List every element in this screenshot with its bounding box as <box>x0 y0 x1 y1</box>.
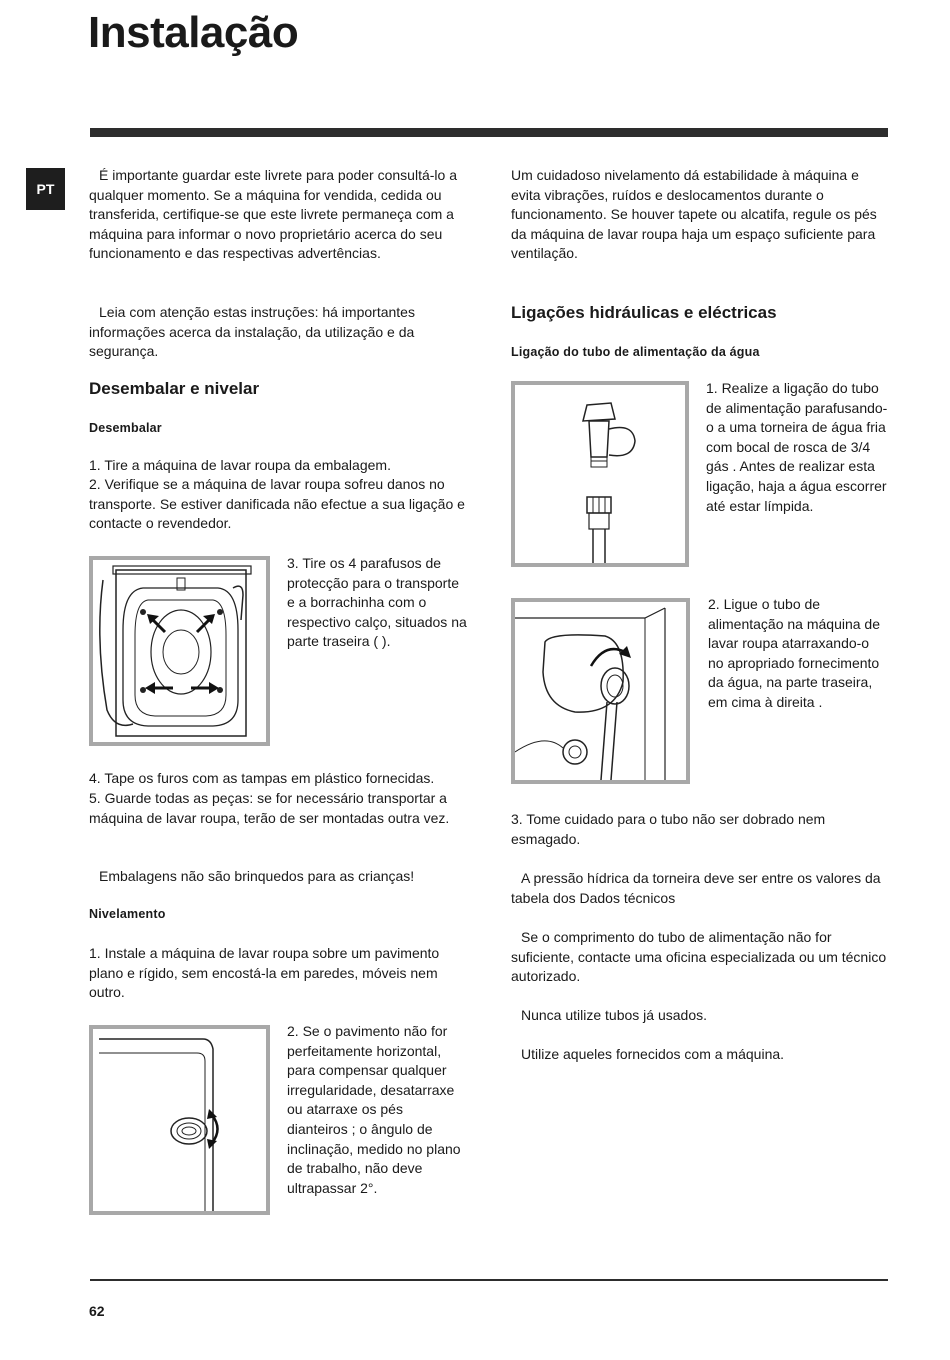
page-number: 62 <box>89 1303 105 1319</box>
level-step-1: 1. Instale a máquina de lavar roupa sobre um pavimento plano e rígido, sem encostá-la em paredes, móveis nem outro. <box>89 945 440 1001</box>
leveling-foot-figure <box>89 1025 270 1215</box>
hose-step-1: 1. Realize a ligação do tubo de alimentação parafusando-o a uma torneira de água fria com bocal de rosca de 3/4 gás . Antes de realizar esta ligação, haja a água escorrer até estar límpida. <box>706 380 888 514</box>
hose-length-note: Se o comprimento do tubo de alimentação não for suficiente, contacte uma oficina especializada ou um técnico autorizado. <box>511 929 887 985</box>
subsection-title-hose: Ligação do tubo de alimentação da água <box>511 345 760 359</box>
level-step-2: 2. Se o pavimento não for perfeitamente horizontal, para compensar qualquer irregularidade, desatarraxe ou atarraxe os pés dianteiros ; o ângulo de inclinação, medido no plano de trabalho, não deve ultrapassar 2°. <box>287 1023 461 1196</box>
pressure-note: A pressão hídrica da torneira deve ser entre os valores da tabela dos Dados técnicos <box>511 870 881 906</box>
leveling-paragraph: Um cuidadoso nivelamento dá estabilidade à máquina e evita vibrações, ruídos e deslocamentos durante o funcionamento. Se houver tapete ou alcatifa, regule os pés da máquina de lavar roupa haja um espaço suficiente para ventilação. <box>511 167 877 262</box>
hose-machine-figure <box>511 598 690 784</box>
page-title: Instalação <box>88 8 299 57</box>
intro-paragraph-2: Leia com atenção estas instruções: há importantes informações acerca da instalação, da utilização e da segurança. <box>89 304 415 360</box>
unpack-step-5: 5. Guarde todas as peças: se for necessário transportar a máquina de lavar roupa, terão de ser montadas outra vez. <box>89 790 450 826</box>
hose-step-2: 2. Ligue o tubo de alimentação na máquina de lavar roupa atarraxando-o no apropriado fornecimento da água, na parte traseira, em cima à direita . <box>708 596 881 710</box>
machine-back-figure <box>89 556 270 746</box>
unpack-step-3: 3. Tire os 4 parafusos de protecção para o transporte e a borrachinha com o respectivo calço, situados na parte traseira ( ). <box>287 555 467 650</box>
unpack-step-1: 1. Tire a máquina de lavar roupa da embalagem. <box>89 457 391 473</box>
leveling-foot-illustration <box>93 1029 266 1211</box>
intro-paragraph: É importante guardar este livrete para poder consultá-lo a qualquer momento. Se a máquina for vendida, cedida ou transferida, certifique-se que este livrete permaneça com a máquina para informar o novo proprietário acerca do seu funcionamento e das respectivas advertências. <box>89 167 457 262</box>
hose-step-3: 3. Tome cuidado para o tubo não ser dobrado nem esmagado. <box>511 811 826 847</box>
supplied-hose-note: Utilize aqueles fornecidos com a máquina. <box>521 1046 785 1062</box>
tap-hose-illustration <box>515 385 685 563</box>
unpack-step-2: 2. Verifique se a máquina de lavar roupa sofreu danos no transporte. Se estiver danificada não efectue a sua ligação e contacte o revendedor. <box>89 476 465 532</box>
section-title-unpack-level: Desembalar e nivelar <box>89 379 260 398</box>
unpack-step-4: 4. Tape os furos com as tampas em plástico fornecidas. <box>89 770 435 786</box>
hose-machine-illustration <box>515 602 686 780</box>
section-title-connections: Ligações hidráulicas e eléctricas <box>511 303 777 322</box>
subsection-title-unpack: Desembalar <box>89 421 162 435</box>
tap-hose-figure <box>511 381 689 567</box>
footer-rule <box>90 1279 888 1281</box>
machine-back-illustration <box>93 560 266 742</box>
used-hose-note: Nunca utilize tubos já usados. <box>521 1007 707 1023</box>
subsection-title-level: Nivelamento <box>89 907 166 921</box>
language-tab: PT <box>26 168 65 210</box>
header-rule <box>90 128 888 137</box>
unpack-warning: Embalagens não são brinquedos para as crianças! <box>99 868 415 884</box>
